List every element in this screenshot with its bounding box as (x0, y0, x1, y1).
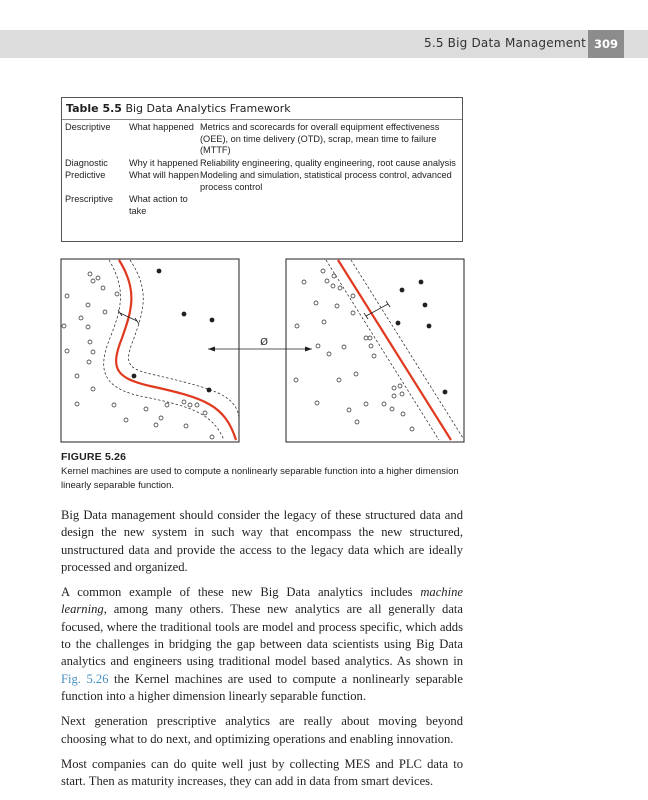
table-cell-examples: Reliability engineering, quality engineering, root cause analysis (200, 157, 456, 168)
data-point-filled (210, 318, 215, 323)
data-point-open (372, 354, 376, 358)
data-point-open (88, 272, 92, 276)
data-point-open (75, 374, 79, 378)
data-point-filled (182, 312, 187, 317)
table-cell-question: What happened (129, 122, 194, 132)
data-point-open (369, 344, 373, 348)
table-cell-examples: Metrics and scorecards for overall equipment effectiveness (OEE), on time delivery (OTD), scrap, mean time to failure (MTTF) (200, 122, 440, 155)
figure-label: FIGURE 5.26 (61, 451, 127, 463)
data-point-filled (427, 324, 432, 329)
table-cell-question: What action to take (129, 194, 188, 216)
data-point-open (347, 408, 351, 412)
table-cell-type: Predictive (65, 170, 106, 180)
data-point-open (410, 427, 414, 431)
data-point-open (144, 407, 148, 411)
body-text (61, 507, 463, 798)
data-point-open (337, 378, 341, 382)
data-point-open (332, 274, 336, 278)
data-point-open (342, 345, 346, 349)
data-point-open (159, 416, 163, 420)
data-point-open (400, 392, 404, 396)
data-point-open (86, 325, 90, 329)
data-point-open (91, 387, 95, 391)
data-point-open (87, 360, 91, 364)
data-point-open (115, 292, 119, 296)
data-point-open (86, 303, 90, 307)
data-point-open (351, 311, 355, 315)
data-point-open (355, 420, 359, 424)
data-point-open (188, 403, 192, 407)
data-point-open (195, 403, 199, 407)
input-space-points (62, 269, 214, 439)
table-title-text: Big Data Analytics Framework (125, 102, 291, 115)
margin-right-dashed (351, 260, 463, 438)
table-cell-examples: Modeling and simulation, statistical process control, advanced process control (200, 170, 452, 192)
table-cell-type: Prescriptive (65, 194, 113, 204)
data-point-open (101, 286, 105, 290)
data-point-open (184, 424, 188, 428)
paragraph: Next generation prescriptive analytics are really about moving beyond choosing what to do next, and optimizing operations and enabling innovation. (61, 714, 463, 746)
data-point-open (165, 403, 169, 407)
margin-tick (364, 313, 368, 319)
data-point-open (210, 435, 214, 439)
data-point-open (79, 316, 83, 320)
feature-space-points (294, 269, 447, 431)
paragraph-text: , among many others. These new analytics are all generally data focused, where the traditional tools are model and process specific, which adds to the challenges in bridging the gap between data scientists using Big Data analytics and engineers using traditional model based analytics. As shown in (61, 602, 463, 669)
figure-reference-link[interactable]: Fig. 5.26 (61, 671, 109, 686)
page-number: 309 (588, 30, 624, 58)
paragraph-text: the Kernel machines are used to compute a nonlinearly separable function into a higher dimension linearly separable function. (61, 671, 463, 703)
data-point-open (65, 294, 69, 298)
data-point-open (316, 344, 320, 348)
data-point-open (302, 280, 306, 284)
margin-left-dashed (326, 260, 439, 440)
margin-left-dashed (104, 260, 224, 440)
table-label: Table 5.5 (66, 102, 122, 115)
margin-tick (135, 318, 139, 324)
data-point-open (65, 349, 69, 353)
data-point-open (91, 279, 95, 283)
mapping-symbol: Ø (260, 337, 268, 348)
table-cell-type: Diagnostic (65, 157, 108, 168)
paragraph-emphasis: machine learning (61, 585, 463, 617)
data-point-open (75, 402, 79, 406)
data-point-open (88, 340, 92, 344)
data-point-open (321, 269, 325, 273)
data-point-open (203, 411, 207, 415)
data-point-open (103, 310, 107, 314)
data-point-open (315, 401, 319, 405)
data-point-open (331, 284, 335, 288)
data-point-filled (443, 390, 448, 395)
data-point-open (382, 402, 386, 406)
data-point-open (390, 407, 394, 411)
paragraph: Big Data management should consider the legacy of these structured data and design the new system in such way that encompass the new structured, unstructured data and provide the access to the legacy data which are ideally processed and organized. (61, 508, 463, 574)
data-point-filled (157, 269, 162, 274)
data-point-filled (132, 374, 137, 379)
data-point-open (91, 350, 95, 354)
data-point-open (364, 336, 368, 340)
data-point-filled (423, 303, 428, 308)
paragraph: Most companies can do quite well just by collecting MES and PLC data to start. Then as maturity increases, they can add in data from smart devices. (61, 756, 463, 789)
feature-space-panel (286, 259, 464, 442)
mapping-arrowhead-left (208, 347, 215, 352)
nonlinear-boundary (116, 260, 236, 440)
data-point-filled (396, 321, 401, 326)
running-head: 5.5 Big Data Management (423, 36, 586, 50)
table-cell-question: Why it happened (129, 157, 198, 168)
data-point-open (112, 403, 116, 407)
data-point-open (62, 324, 66, 328)
data-point-filled (207, 388, 212, 393)
paragraph-text: A common example of these new Big Data analytics includes (61, 585, 421, 600)
data-point-open (351, 294, 355, 298)
data-point-open (335, 304, 339, 308)
data-point-open (314, 301, 318, 305)
data-point-open (154, 423, 158, 427)
data-point-filled (400, 288, 405, 293)
data-point-open (401, 412, 405, 416)
data-point-open (398, 384, 402, 388)
data-point-open (295, 324, 299, 328)
data-point-open (354, 372, 358, 376)
data-point-open (364, 402, 368, 406)
figure-caption: Kernel machines are used to compute a nonlinearly separable function into a higher dimension linearly separable function. (61, 466, 459, 491)
data-point-open (322, 320, 326, 324)
table-cell-type: Descriptive (65, 122, 111, 132)
linear-boundary (338, 260, 451, 440)
data-point-open (124, 418, 128, 422)
data-point-open (182, 400, 186, 404)
table-cell-question: What will happen (129, 170, 199, 180)
data-point-open (392, 386, 396, 390)
paragraph (61, 584, 463, 705)
data-point-open (368, 336, 372, 340)
margin-tick (386, 301, 390, 307)
data-point-open (392, 394, 396, 398)
mapping-arrowhead-right (305, 347, 312, 352)
data-point-open (325, 279, 329, 283)
data-point-open (338, 286, 342, 290)
data-point-open (96, 276, 100, 280)
data-point-filled (419, 280, 424, 285)
data-point-open (327, 352, 331, 356)
data-point-open (294, 378, 298, 382)
